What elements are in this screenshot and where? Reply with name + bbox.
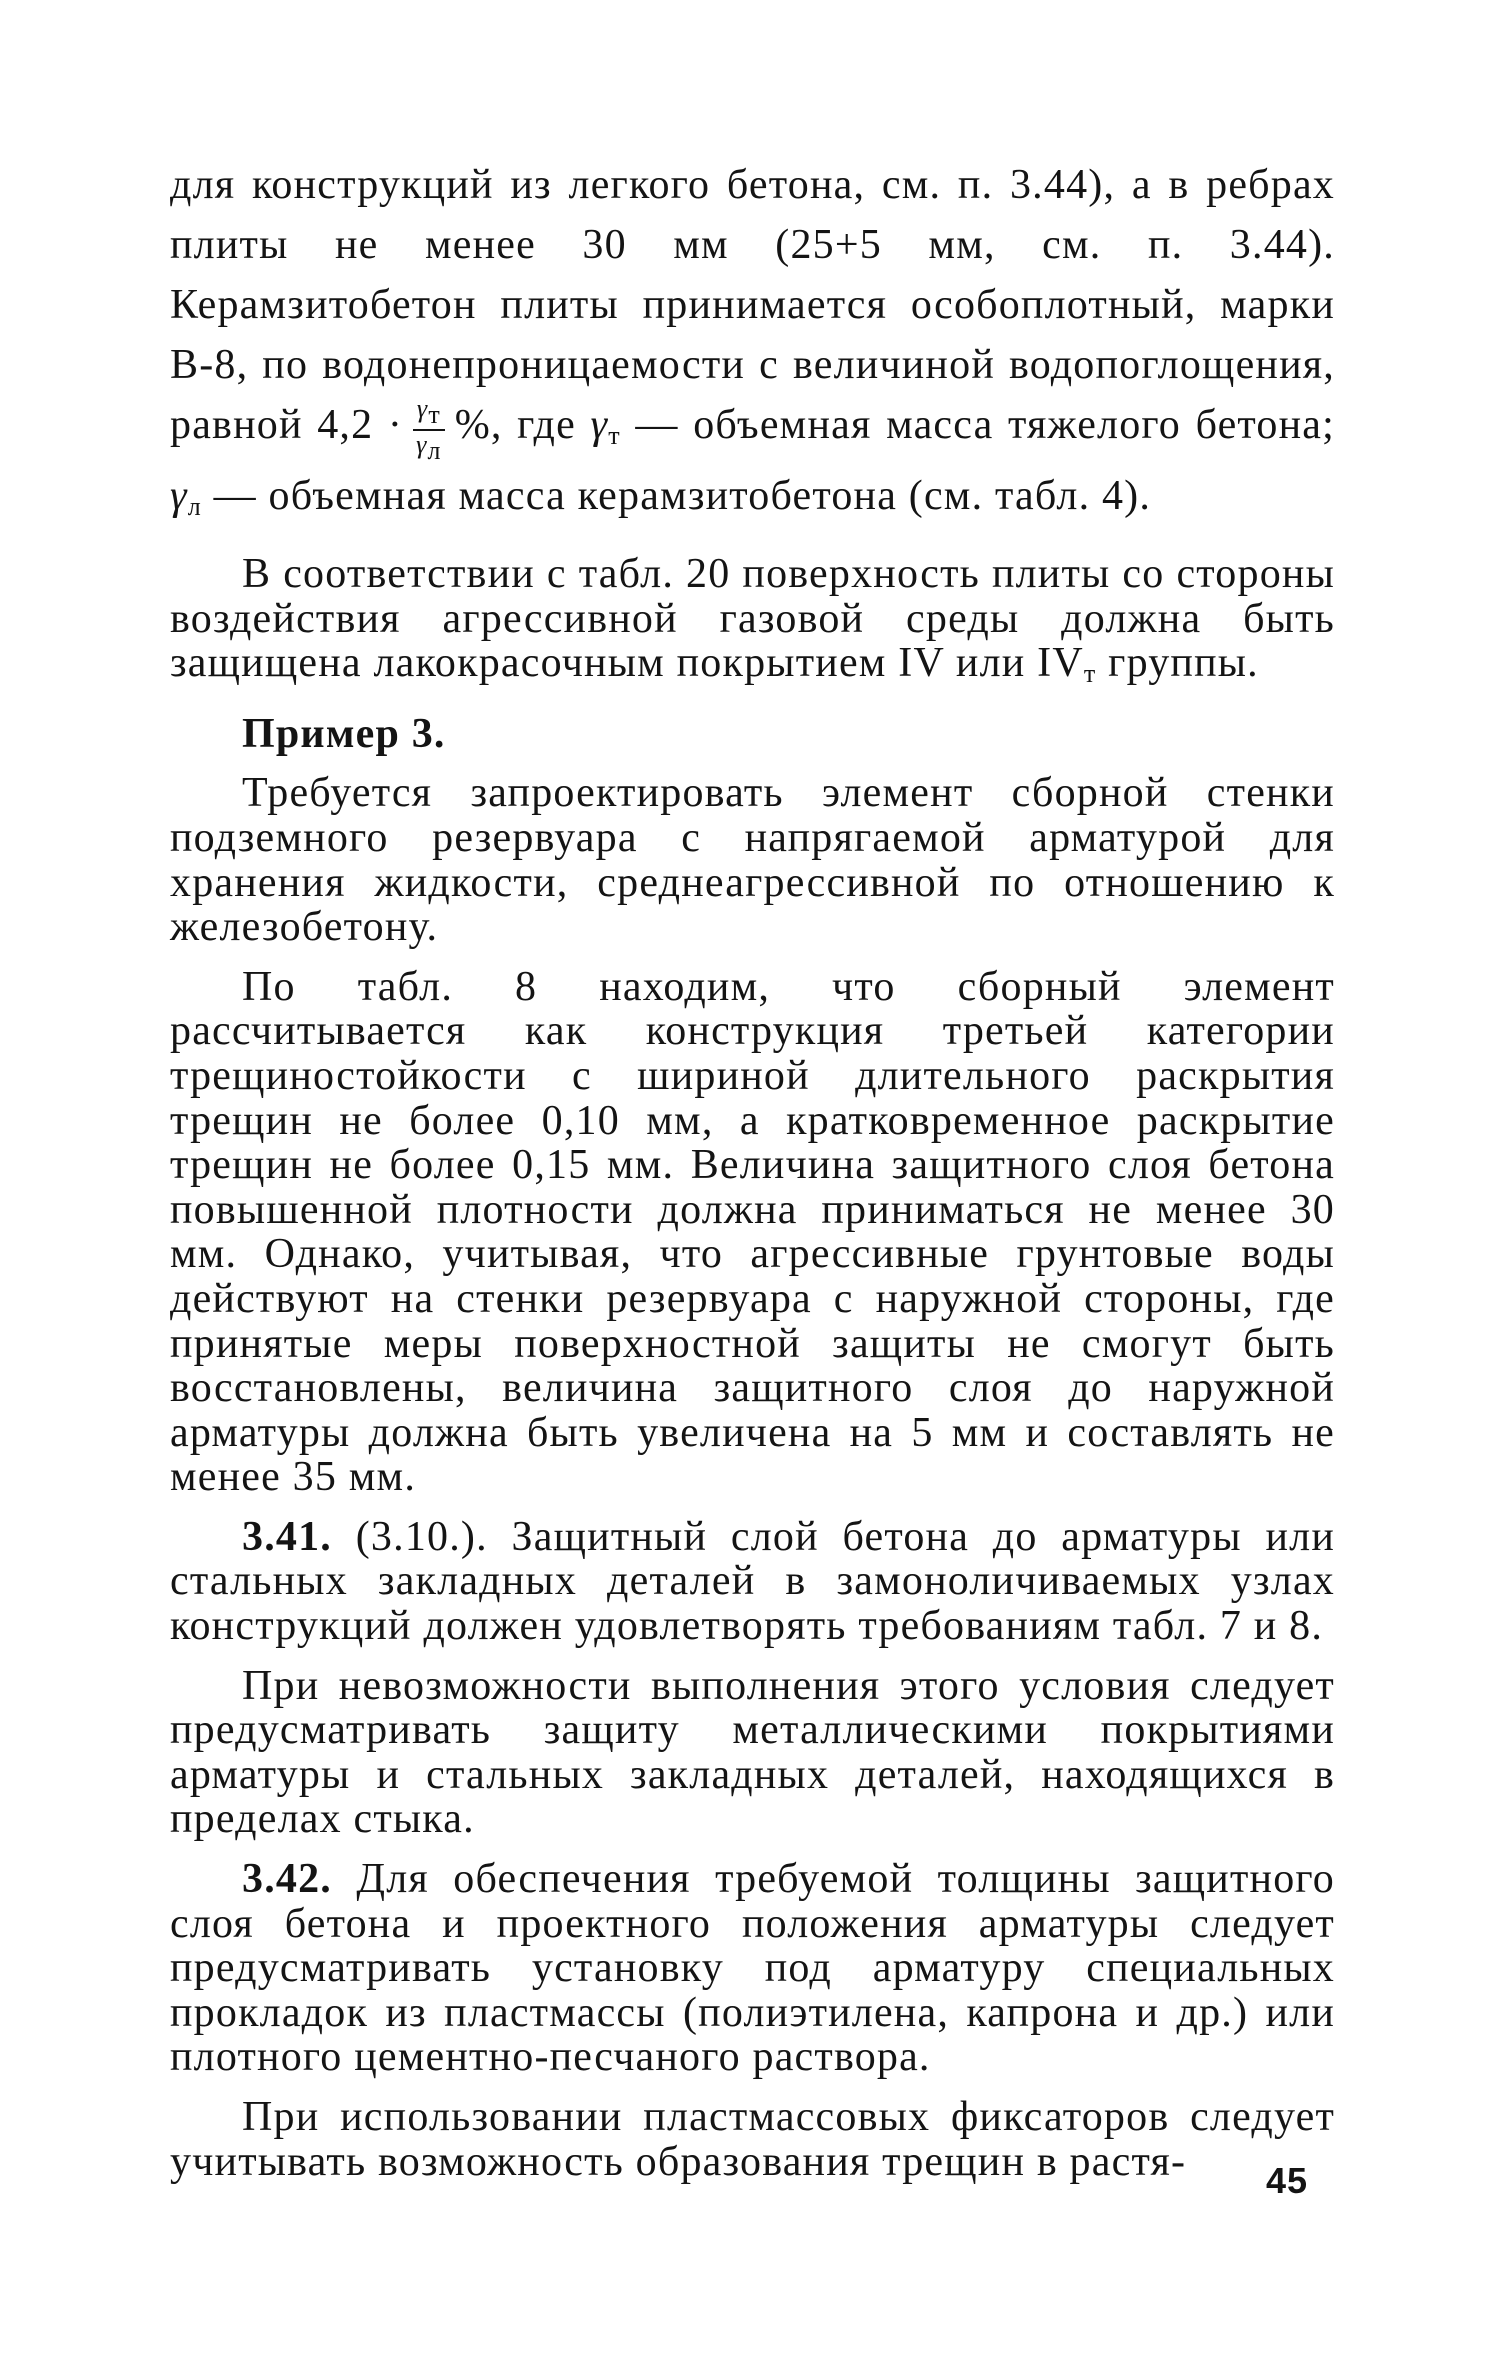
- paragraph-task: Требуется запроектировать элемент сборной стенки подземного резервуара с напрягаемой арматурой для хранения жидкости, среднеагрессивной по отношению к железобетону.: [170, 770, 1335, 951]
- gamma-t-symbol: γ: [590, 402, 609, 448]
- paragraph-lightweight-concrete: [170, 155, 1335, 537]
- gamma-l-definition: — объемная масса керамзитобетона (см. табл. 4).: [201, 473, 1152, 519]
- gamma-t-subscript: т: [608, 421, 621, 450]
- page-body: [170, 155, 1335, 2199]
- fraction-numerator: γт: [413, 395, 445, 431]
- section-number: 3.41.: [242, 1513, 332, 1560]
- paragraph-analysis: По табл. 8 находим, что сборный элемент рассчитывается как конструкция третьей категории трещиностойкости с шириной длительного раскрытия трещин не более 0,10 мм, а кратковременное раскрытие трещин не более 0,15 мм. Величина защитного слоя бетона повышенной плотности должна приниматься не менее 30 мм. Однако, учитывая, что агрессивные грунтовые воды действуют на стенки резервуара с наружной стороны, где принятые меры поверхностной защиты не смогут быть восстановлены, величина защитного слоя до наружной арматуры должна быть увеличена на 5 мм и составлять не менее 35 мм.: [170, 963, 1335, 1501]
- paragraph-text: для конструкций из легкого бетона, см. п. 3.44), а в ребрах плиты не менее 30 мм (25+5 мм, см. п. 3.44). Керамзитобетон плиты принимается особоплотный, марки В-8, по водонепроницаемости с величиной водопоглощения,: [170, 162, 1335, 388]
- paragraph-impossibility: При невозможности выполнения этого условия следует предусматривать защиту металлическими покрытиями арматуры и стальных закладных деталей, находящихся в пределах стыка.: [170, 1662, 1335, 1843]
- gamma-l-symbol: γ: [170, 473, 188, 519]
- paragraph-plastic-fixers: При использовании пластмассовых фиксаторов следует учитывать возможность образования трещин в растя-: [170, 2094, 1335, 2185]
- example-heading: Пример 3.: [242, 710, 446, 757]
- paragraph-section-3-42: 3.42. Для обеспечения требуемой толщины защитного слоя бетона и проектного положения арматуры следует предусматривать установку под арматуру специальных прокладок из пластмассы (полиэтилена, капрона и др.) или плотного цементно-песчаного раствора.: [170, 1856, 1335, 2081]
- gamma-l-subscript: л: [187, 492, 202, 521]
- page-number: 45: [1266, 2160, 1309, 2201]
- paragraph-coating: В соответствии с табл. 20 поверхность плиты со стороны воздействия агрессивной газовой среды должна быть защищена лакокрасочным покрытием IV или $IV_т$ группы.: [170, 551, 1335, 689]
- gamma-t-definition: — объемная масса тяжелого бетона;: [620, 402, 1336, 448]
- ratio-fraction: [413, 395, 445, 465]
- percent-where-text: %, где: [454, 402, 576, 448]
- group-subscript: т: [1083, 659, 1097, 689]
- equals-text: равной 4,2 ·: [170, 402, 404, 448]
- paragraph-section-3-41: 3.41. (3.10.). Защитный слой бетона до арматуры или стальных закладных деталей в замоноличиваемых узлах конструкций должен удовлетворять требованиям табл. 7 и 8.: [170, 1513, 1335, 1650]
- section-number: 3.42.: [242, 1856, 332, 1903]
- fraction-denominator: γл: [416, 430, 442, 466]
